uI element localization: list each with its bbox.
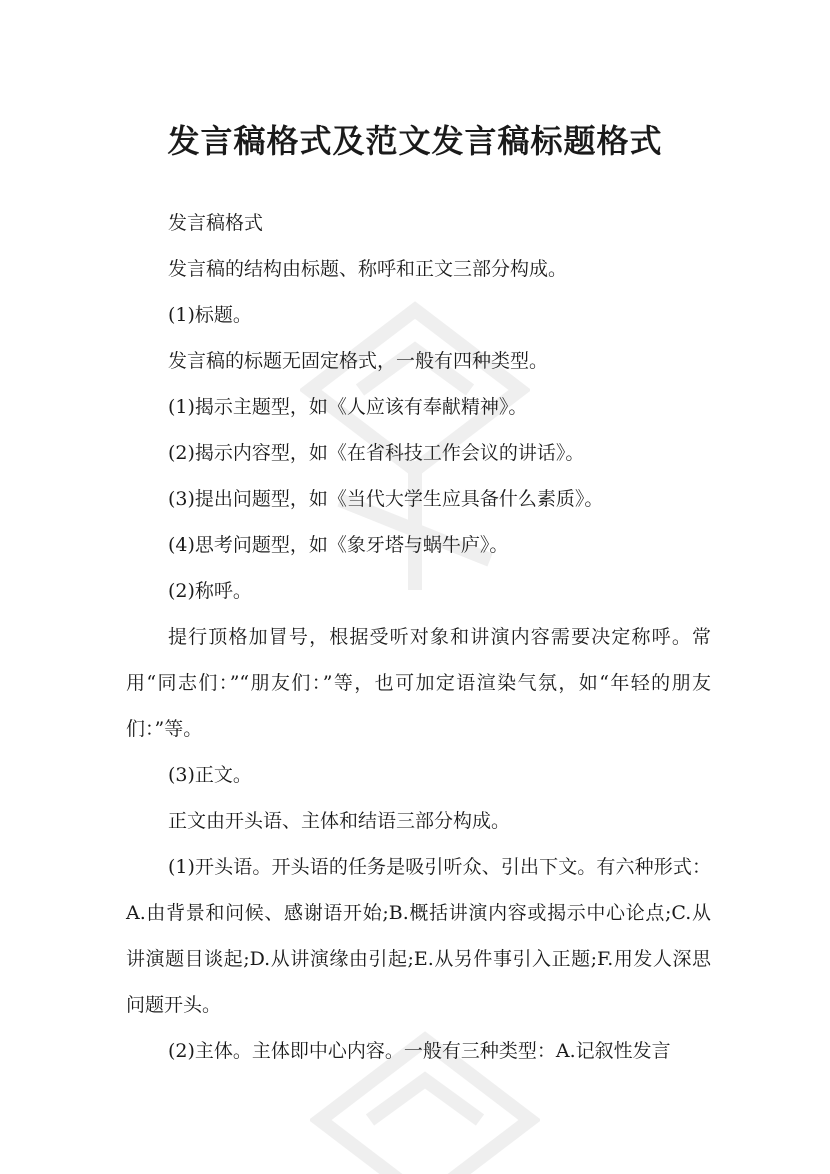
- paragraph: (3)正文。: [168, 764, 252, 786]
- paragraph: 提行顶格加冒号，根据受听对象和讲演内容需要决定称呼。常用“同志们：”“朋友们：”等，也可加定语渲染气氛，如“年轻的朋友们：”等。: [126, 626, 711, 740]
- paragraph: 发言稿的标题无固定格式，一般有四种类型。: [168, 350, 549, 372]
- paragraph: (2)主体。主体即中心内容。一般有三种类型：A.记叙性发言: [168, 1040, 671, 1062]
- paragraph: (4)思考问题型，如《象牙塔与蜗牛庐》。: [168, 534, 509, 556]
- paragraph: 发言稿的结构由标题、称呼和正文三部分构成。: [168, 258, 568, 280]
- paragraph: (2)揭示内容型，如《在省科技工作会议的讲话》。: [168, 442, 585, 464]
- document-title: 发言稿格式及范文发言稿标题格式: [167, 122, 663, 160]
- paragraph: (1)揭示主题型，如《人应该有奉献精神》。: [168, 396, 528, 418]
- document-body: [126, 200, 711, 1074]
- paragraph: (2)称呼。: [168, 580, 252, 602]
- paragraph: 正文由开头语、主体和结语三部分构成。: [168, 810, 511, 832]
- paragraph: 发言稿格式: [168, 212, 264, 234]
- paragraph: (1)开头语。开头语的任务是吸引听众、引出下文。有六种形式：A.由背景和问候、感谢语开始;B.概括讲演内容或揭示中心论点;C.从讲演题目谈起;D.从讲演缘由引起;E.从另件事引入正题;F.用发人深思问题开头。: [126, 856, 711, 1016]
- paragraph: (3)提出问题型，如《当代大学生应具备什么素质》。: [168, 488, 604, 510]
- paragraph: (1)标题。: [168, 304, 252, 326]
